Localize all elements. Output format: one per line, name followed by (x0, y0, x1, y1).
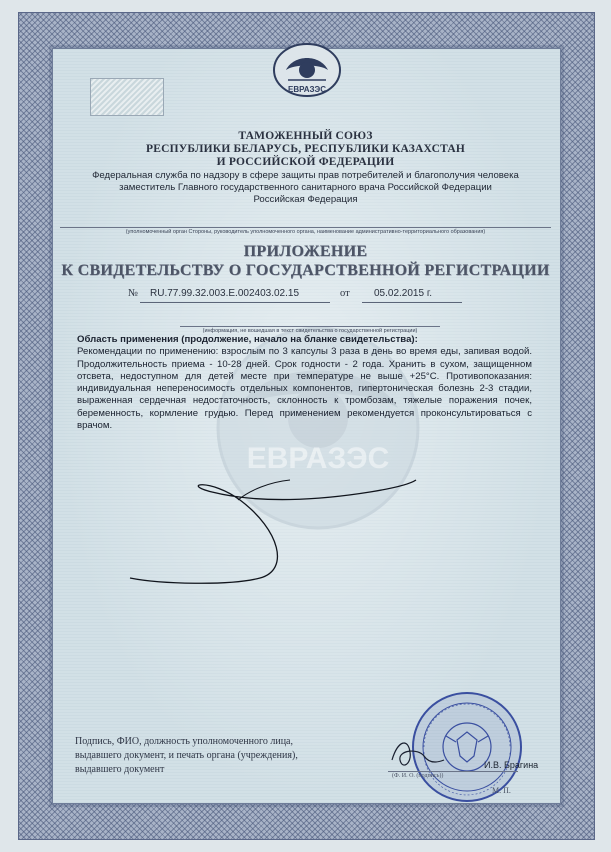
document-title-line-1: ПРИЛОЖЕНИЕ (243, 243, 368, 260)
emblem-text: ЕВРАЗЭС (287, 85, 327, 94)
header-line-2: РЕСПУБЛИКИ БЕЛАРУСЬ, РЕСПУБЛИКИ КАЗАХСТАН (145, 143, 466, 155)
registration-caption: (информация, не вошедшая в текст свидетельства о государственной регистрации) (180, 326, 440, 334)
scope-text: Рекомендации по применению: взрослым по 3 капсулы 3 раза в день во время еды, запивая водой. Продолжительность приема - 10-28 дней. Срок годности - 2 года. Хранить в сухом, защищенном отсвета, недоступном для детей месте при температуре не выше +25°С. Противопоказания: индивидуальная непереносимость отдельных компонентов, гипертоническая болезнь 2-3 стадии, выраженная сердечная недостаточность, склонность к тромбозам, тяжелые поражения почек, беременность, кормление грудью. Перед применением рекомендуется проконсультироваться с врачом. (77, 346, 532, 432)
number-label: № (128, 288, 139, 299)
hologram-sticker (90, 78, 164, 116)
signature-line (388, 771, 518, 772)
header-line-3: И РОССИЙСКОЙ ФЕДЕРАЦИИ (216, 156, 395, 168)
authority-line-3: Российская Федерация (253, 194, 358, 205)
signature-instructions: Подпись, ФИО, должность уполномоченного лица, выдавшего документ, и печать органа (учреждения), выдавшего документ (75, 736, 298, 775)
registration-number: RU.77.99.32.003.E.002403.02.15 (150, 288, 300, 299)
registration-date: 05.02.2015 г. (374, 288, 433, 299)
date-underline (362, 302, 462, 303)
registration-number-line (128, 288, 433, 299)
date-label: от (340, 288, 350, 299)
authority-line-2: заместитель Главного государственного санитарного врача Российской Федерации (119, 182, 492, 193)
seal-place-label: М. П. (492, 786, 511, 795)
signer-name: И.В. Брагина (484, 760, 539, 770)
authority-line-1: Федеральная служба по надзору в сфере защиты прав потребителей и благополучия человека (92, 170, 519, 181)
eurasec-emblem-icon (268, 40, 346, 102)
handwritten-signature (120, 460, 420, 600)
watermark-text: ЕВРАЗЭС (246, 442, 390, 475)
scope-heading: Область применения (продолжение, начало на бланке свидетельства): (77, 334, 418, 345)
fio-caption: (Ф. И. О. (подпись)) (392, 773, 444, 779)
document-title-line-2: К СВИДЕТЕЛЬСТВУ О ГОСУДАРСТВЕННОЙ РЕГИСТРАЦИИ (61, 262, 550, 279)
scope-of-application (77, 334, 532, 432)
number-underline (140, 302, 330, 303)
header-line-1: ТАМОЖЕННЫЙ СОЮЗ (238, 130, 373, 142)
authority-caption: (уполномоченный орган Стороны, руководитель уполномоченного органа, наименование административно-территориального образования) (60, 227, 551, 235)
